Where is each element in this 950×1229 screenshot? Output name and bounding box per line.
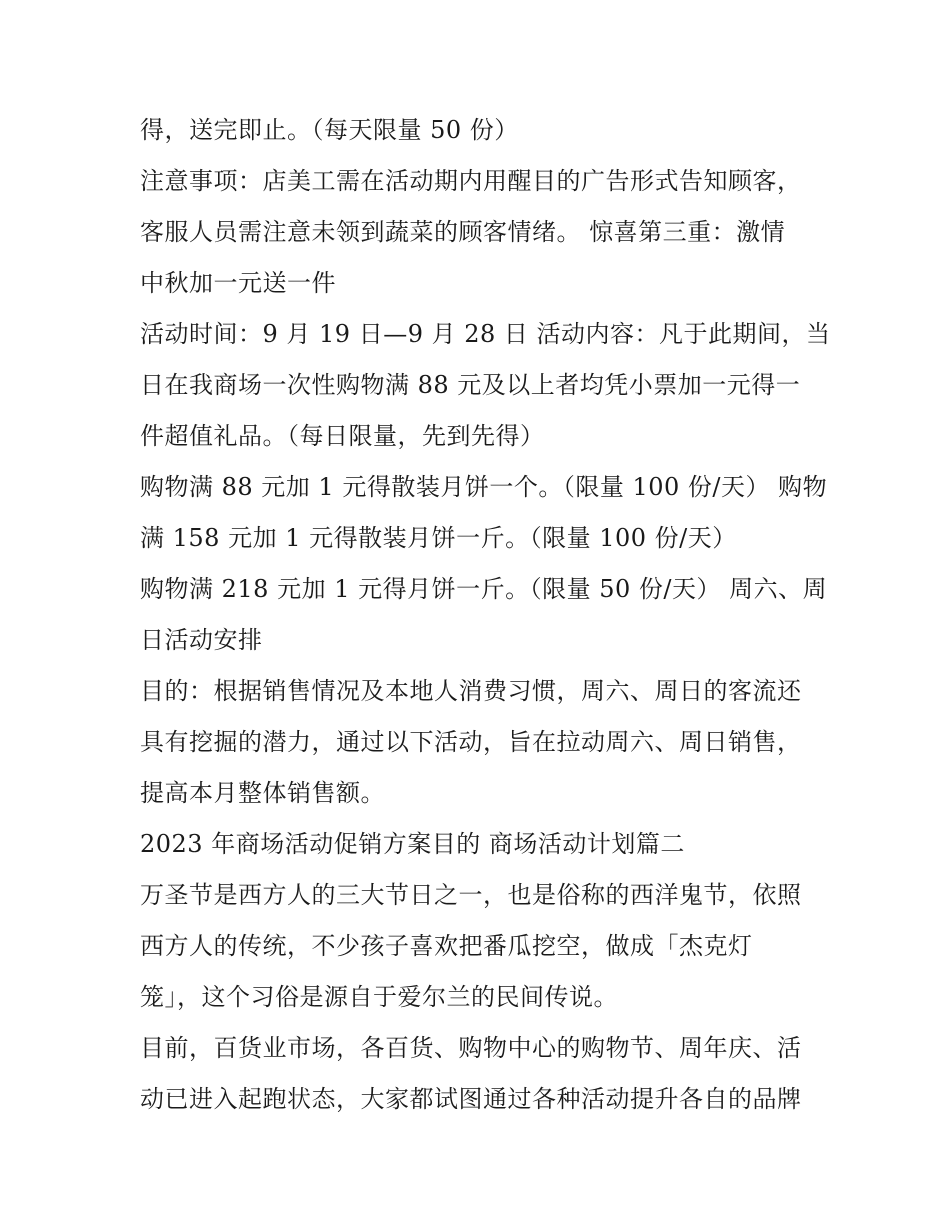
text-line: 西方人的传统，不少孩子喜欢把番瓜挖空，做成「杰克灯 xyxy=(140,932,753,960)
text-line: 活动时间：9 月 19 日—9 月 28 日 活动内容：凡于此期间，当 xyxy=(140,320,831,348)
text-line: 购物满 218 元加 1 元得月饼一斤。（限量 50 份/天） 周六、周 xyxy=(140,575,828,603)
text-line: 购物满 88 元加 1 元得散装月饼一个。（限量 100 份/天） 购物 xyxy=(140,473,828,501)
text-line: 注意事项：店美工需在活动期内用醒目的广告形式告知顾客， xyxy=(140,167,802,195)
text-line: 得，送完即止。（每天限量 50 份） xyxy=(140,116,519,144)
text-line: 日在我商场一次性购物满 88 元及以上者均凭小票加一元得一 xyxy=(140,371,801,399)
text-line: 万圣节是西方人的三大节日之一，也是俗称的西洋鬼节，依照 xyxy=(140,881,802,909)
document-body xyxy=(140,105,830,1125)
section-heading: 2023 年商场活动促销方案目的 商场活动计划篇二 xyxy=(140,830,685,858)
text-line: 满 158 元加 1 元得散装月饼一斤。（限量 100 份/天） xyxy=(140,524,737,552)
text-line: 目的：根据销售情况及本地人消费习惯，周六、周日的客流还 xyxy=(140,677,802,705)
text-line: 客服人员需注意未领到蔬菜的顾客情绪。 惊喜第三重：激情 xyxy=(140,218,786,246)
text-line: 动已进入起跑状态，大家都试图通过各种活动提升各自的品牌 xyxy=(140,1085,802,1113)
text-line: 具有挖掘的潜力，通过以下活动，旨在拉动周六、周日销售， xyxy=(140,728,802,756)
text-line: 日活动安排 xyxy=(140,626,263,654)
text-line: 中秋加一元送一件 xyxy=(140,269,336,297)
text-line: 笼」，这个习俗是源自于爱尔兰的民间传说。 xyxy=(140,983,618,1011)
text-line: 件超值礼品。（每日限量，先到先得） xyxy=(140,422,545,450)
text-line: 提高本月整体销售额。 xyxy=(140,779,385,807)
text-line: 目前，百货业市场，各百货、购物中心的购物节、周年庆、活 xyxy=(140,1034,802,1062)
